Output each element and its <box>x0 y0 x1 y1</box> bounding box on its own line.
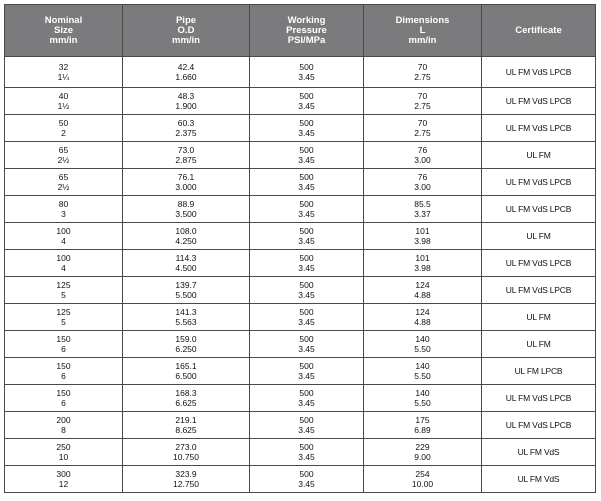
cell-working-pressure-line: 3.45 <box>298 344 315 354</box>
table-row <box>5 88 596 115</box>
table-row <box>5 142 596 169</box>
cell-working-pressure-line: 3.45 <box>298 72 315 82</box>
cell-dimension-l-line: 254 <box>415 469 430 479</box>
cell-pipe-od-line: 165.1 <box>175 361 197 371</box>
cell-dimension-l-line: 70 <box>417 62 428 72</box>
cell-working-pressure <box>250 57 364 88</box>
cell-dimension-l-line: 3.00 <box>414 155 431 165</box>
cell-working-pressure-line: 3.45 <box>298 425 315 435</box>
cell-pipe-od-line: 3.500 <box>175 209 197 219</box>
cell-working-pressure <box>250 142 364 169</box>
cell-working-pressure <box>250 358 364 385</box>
cell-working-pressure-line: 3.45 <box>298 398 315 408</box>
header-line: Dimensions <box>395 14 450 26</box>
cell-nominal-size <box>5 88 123 115</box>
cell-pipe-od-line: 139.7 <box>175 280 197 290</box>
cell-pipe-od-line: 1.660 <box>175 72 197 82</box>
cell-working-pressure-line: 500 <box>299 388 314 398</box>
cell-dimension-l <box>364 439 482 466</box>
table-row <box>5 331 596 358</box>
cell-working-pressure-line: 500 <box>299 62 314 72</box>
cell-working-pressure-line: 500 <box>299 253 314 263</box>
cell-dimension-l <box>364 169 482 196</box>
table-row <box>5 385 596 412</box>
cell-working-pressure-line: 500 <box>299 145 314 155</box>
cell-certificate: UL FM VdS LPCB <box>482 412 596 439</box>
cell-pipe-od <box>123 385 250 412</box>
cell-nominal-size-line: 50 <box>58 118 69 128</box>
cell-dimension-l <box>364 142 482 169</box>
header-row <box>5 5 596 57</box>
cell-dimension-l-line: 5.50 <box>414 398 431 408</box>
table-row <box>5 412 596 439</box>
cell-nominal-size-line: 8 <box>61 425 66 435</box>
cell-pipe-od-line: 114.3 <box>175 253 197 263</box>
cell-working-pressure <box>250 304 364 331</box>
cell-nominal-size <box>5 385 123 412</box>
header-line: mm/in <box>49 34 78 46</box>
cell-certificate: UL FM VdS <box>482 439 596 466</box>
cell-dimension-l-line: 175 <box>415 415 430 425</box>
cell-dimension-l-line: 4.88 <box>414 290 431 300</box>
cell-dimension-l-line: 2.75 <box>414 128 431 138</box>
cell-dimension-l-line: 3.37 <box>414 209 431 219</box>
cell-working-pressure <box>250 331 364 358</box>
cell-certificate: UL FM VdS LPCB <box>482 277 596 304</box>
cell-dimension-l <box>364 304 482 331</box>
cell-dimension-l-line: 3.98 <box>414 236 431 246</box>
table-row <box>5 169 596 196</box>
cell-pipe-od-line: 12.750 <box>173 479 199 489</box>
cell-nominal-size-line: 125 <box>56 280 71 290</box>
cell-dimension-l-line: 3.98 <box>414 263 431 273</box>
cell-dimension-l-line: 4.88 <box>414 317 431 327</box>
cell-nominal-size <box>5 304 123 331</box>
table-header <box>5 5 596 57</box>
cell-working-pressure-line: 3.45 <box>298 155 315 165</box>
cell-working-pressure <box>250 223 364 250</box>
header-line: PSI/MPa <box>287 34 326 46</box>
cell-pipe-od-line: 48.3 <box>177 91 195 101</box>
cell-dimension-l-line: 76 <box>417 172 428 182</box>
cell-pipe-od-line: 10.750 <box>173 452 199 462</box>
cell-dimension-l-line: 101 <box>415 253 430 263</box>
cell-working-pressure-line: 500 <box>299 442 314 452</box>
cell-dimension-l <box>364 358 482 385</box>
header-nominal-size <box>5 5 123 57</box>
cell-working-pressure-line: 500 <box>299 226 314 236</box>
cell-working-pressure-line: 3.45 <box>298 317 315 327</box>
cell-working-pressure-line: 3.45 <box>298 209 315 219</box>
cell-pipe-od-line: 2.875 <box>175 155 197 165</box>
cell-certificate: UL FM VdS LPCB <box>482 169 596 196</box>
cell-nominal-size-line: 1¼ <box>57 72 70 82</box>
table-row <box>5 466 596 493</box>
cell-working-pressure <box>250 88 364 115</box>
cell-working-pressure-line: 3.45 <box>298 263 315 273</box>
table-row <box>5 304 596 331</box>
cell-pipe-od-line: 323.9 <box>175 469 197 479</box>
cell-pipe-od-line: 6.250 <box>175 344 197 354</box>
cell-dimension-l-line: 2.75 <box>414 101 431 111</box>
cell-pipe-od-line: 6.625 <box>175 398 197 408</box>
cell-certificate: UL FM <box>482 223 596 250</box>
header-dimensions <box>364 5 482 57</box>
cell-dimension-l-line: 140 <box>415 361 430 371</box>
cell-pipe-od <box>123 115 250 142</box>
cell-nominal-size-line: 150 <box>56 388 71 398</box>
cell-pipe-od <box>123 57 250 88</box>
cell-pipe-od-line: 3.000 <box>175 182 197 192</box>
cell-dimension-l <box>364 412 482 439</box>
cell-nominal-size-line: 12 <box>58 479 69 489</box>
cell-dimension-l-line: 6.89 <box>414 425 431 435</box>
cell-working-pressure-line: 500 <box>299 199 314 209</box>
cell-working-pressure <box>250 196 364 223</box>
cell-pipe-od-line: 6.500 <box>175 371 197 381</box>
header-line: O.D <box>177 24 195 36</box>
cell-nominal-size-line: 150 <box>56 334 71 344</box>
table-row <box>5 250 596 277</box>
cell-certificate: UL FM <box>482 331 596 358</box>
cell-pipe-od-line: 159.0 <box>175 334 197 344</box>
cell-pipe-od-line: 141.3 <box>175 307 197 317</box>
cell-dimension-l-line: 140 <box>415 388 430 398</box>
cell-certificate: UL FM LPCB <box>482 358 596 385</box>
cell-nominal-size-line: 125 <box>56 307 71 317</box>
header-line: Nominal <box>44 14 83 26</box>
cell-working-pressure-line: 3.45 <box>298 479 315 489</box>
cell-nominal-size-line: 65 <box>58 172 69 182</box>
cell-working-pressure-line: 3.45 <box>298 236 315 246</box>
cell-dimension-l-line: 9.00 <box>414 452 431 462</box>
cell-pipe-od-line: 8.625 <box>175 425 197 435</box>
cell-nominal-size-line: 300 <box>56 469 71 479</box>
cell-working-pressure-line: 500 <box>299 307 314 317</box>
cell-nominal-size <box>5 277 123 304</box>
cell-pipe-od <box>123 358 250 385</box>
cell-working-pressure <box>250 385 364 412</box>
cell-certificate: UL FM VdS LPCB <box>482 115 596 142</box>
cell-nominal-size <box>5 358 123 385</box>
table-row <box>5 57 596 88</box>
cell-dimension-l-line: 5.50 <box>414 371 431 381</box>
cell-nominal-size-line: 5 <box>61 290 66 300</box>
cell-nominal-size <box>5 412 123 439</box>
cell-pipe-od-line: 1.900 <box>175 101 197 111</box>
cell-nominal-size-line: 5 <box>61 317 66 327</box>
cell-nominal-size-line: 80 <box>58 199 69 209</box>
cell-nominal-size <box>5 142 123 169</box>
table-row <box>5 196 596 223</box>
cell-pipe-od-line: 88.9 <box>177 199 195 209</box>
header-line: L <box>419 24 426 36</box>
cell-pipe-od <box>123 331 250 358</box>
header-line: Pressure <box>286 24 327 36</box>
cell-dimension-l <box>364 115 482 142</box>
table-row <box>5 277 596 304</box>
header-line: mm/in <box>172 34 200 46</box>
header-working-pressure <box>250 5 364 57</box>
cell-dimension-l <box>364 385 482 412</box>
cell-working-pressure-line: 3.45 <box>298 128 315 138</box>
table-row <box>5 439 596 466</box>
cell-nominal-size-line: 6 <box>61 371 66 381</box>
cell-pipe-od <box>123 304 250 331</box>
cell-dimension-l-line: 3.00 <box>414 182 431 192</box>
cell-nominal-size-line: 150 <box>56 361 71 371</box>
cell-certificate: UL FM <box>482 304 596 331</box>
cell-nominal-size <box>5 250 123 277</box>
cell-dimension-l <box>364 277 482 304</box>
cell-nominal-size-line: 40 <box>58 91 69 101</box>
table-row <box>5 115 596 142</box>
cell-dimension-l-line: 76 <box>417 145 428 155</box>
cell-nominal-size-line: 4 <box>61 236 66 246</box>
cell-pipe-od-line: 76.1 <box>177 172 195 182</box>
cell-dimension-l-line: 2.75 <box>414 72 431 82</box>
cell-working-pressure-line: 3.45 <box>298 371 315 381</box>
cell-dimension-l-line: 70 <box>417 91 428 101</box>
cell-certificate: UL FM VdS LPCB <box>482 196 596 223</box>
cell-working-pressure-line: 3.45 <box>298 182 315 192</box>
cell-pipe-od-line: 273.0 <box>175 442 197 452</box>
cell-dimension-l <box>364 466 482 493</box>
header-line: Working <box>287 14 326 26</box>
cell-nominal-size <box>5 57 123 88</box>
cell-pipe-od <box>123 223 250 250</box>
cell-working-pressure-line: 500 <box>299 361 314 371</box>
cell-pipe-od <box>123 196 250 223</box>
cell-nominal-size-line: 2½ <box>57 155 70 165</box>
table-row <box>5 223 596 250</box>
cell-dimension-l-line: 5.50 <box>414 344 431 354</box>
cell-pipe-od <box>123 277 250 304</box>
header-certificate <box>482 5 596 57</box>
cell-certificate: UL FM VdS LPCB <box>482 250 596 277</box>
cell-dimension-l <box>364 223 482 250</box>
cell-nominal-size-line: 65 <box>58 145 69 155</box>
cell-dimension-l-line: 10.00 <box>411 479 434 489</box>
cell-working-pressure <box>250 466 364 493</box>
cell-working-pressure <box>250 439 364 466</box>
cell-dimension-l-line: 124 <box>415 280 430 290</box>
cell-nominal-size-line: 250 <box>56 442 71 452</box>
cell-pipe-od-line: 219.1 <box>175 415 197 425</box>
cell-dimension-l-line: 85.5 <box>414 199 431 209</box>
cell-certificate: UL FM VdS LPCB <box>482 57 596 88</box>
cell-pipe-od-line: 42.4 <box>177 62 195 72</box>
cell-pipe-od-line: 2.375 <box>175 128 197 138</box>
cell-pipe-od-line: 5.563 <box>175 317 197 327</box>
cell-dimension-l-line: 229 <box>415 442 430 452</box>
cell-certificate: UL FM VdS <box>482 466 596 493</box>
cell-nominal-size <box>5 169 123 196</box>
cell-pipe-od-line: 108.0 <box>175 226 197 236</box>
cell-working-pressure-line: 500 <box>299 91 314 101</box>
cell-nominal-size-line: 6 <box>61 398 66 408</box>
cell-dimension-l-line: 140 <box>415 334 430 344</box>
table-body <box>5 57 596 493</box>
cell-working-pressure-line: 500 <box>299 469 314 479</box>
cell-nominal-size-line: 4 <box>61 263 66 273</box>
cell-nominal-size-line: 1½ <box>57 101 70 111</box>
cell-dimension-l <box>364 331 482 358</box>
cell-nominal-size <box>5 439 123 466</box>
cell-nominal-size-line: 10 <box>58 452 69 462</box>
cell-pipe-od-line: 168.3 <box>175 388 197 398</box>
cell-certificate: UL FM VdS LPCB <box>482 385 596 412</box>
cell-working-pressure <box>250 169 364 196</box>
cell-pipe-od-line: 73.0 <box>177 145 195 155</box>
cell-nominal-size <box>5 115 123 142</box>
cell-nominal-size <box>5 466 123 493</box>
cell-working-pressure-line: 3.45 <box>298 101 315 111</box>
table-row <box>5 358 596 385</box>
cell-working-pressure-line: 500 <box>299 118 314 128</box>
cell-nominal-size-line: 2 <box>61 128 66 138</box>
cell-pipe-od <box>123 169 250 196</box>
cell-pipe-od <box>123 466 250 493</box>
cell-working-pressure-line: 500 <box>299 334 314 344</box>
cell-pipe-od <box>123 439 250 466</box>
cell-working-pressure <box>250 115 364 142</box>
header-pipe-od <box>123 5 250 57</box>
cell-certificate: UL FM <box>482 142 596 169</box>
cell-nominal-size-line: 2½ <box>57 182 70 192</box>
header-line: mm/in <box>408 34 437 46</box>
cell-pipe-od <box>123 250 250 277</box>
cell-nominal-size-line: 100 <box>56 226 71 236</box>
cell-nominal-size-line: 32 <box>58 62 69 72</box>
header-line: Size <box>53 24 73 36</box>
cell-nominal-size <box>5 196 123 223</box>
cell-dimension-l-line: 70 <box>417 118 428 128</box>
header-line: Certificate <box>515 24 562 36</box>
cell-pipe-od-line: 4.500 <box>175 263 197 273</box>
cell-nominal-size <box>5 223 123 250</box>
cell-pipe-od <box>123 142 250 169</box>
cell-working-pressure-line: 3.45 <box>298 452 315 462</box>
spec-table-container <box>4 4 596 493</box>
cell-dimension-l <box>364 57 482 88</box>
cell-working-pressure-line: 3.45 <box>298 290 315 300</box>
cell-certificate: UL FM VdS LPCB <box>482 88 596 115</box>
cell-nominal-size-line: 6 <box>61 344 66 354</box>
cell-working-pressure <box>250 277 364 304</box>
cell-pipe-od-line: 4.250 <box>175 236 197 246</box>
cell-dimension-l <box>364 88 482 115</box>
cell-working-pressure-line: 500 <box>299 280 314 290</box>
cell-nominal-size-line: 3 <box>61 209 66 219</box>
cell-pipe-od-line: 5.500 <box>175 290 197 300</box>
cell-dimension-l <box>364 196 482 223</box>
cell-dimension-l-line: 101 <box>415 226 430 236</box>
cell-working-pressure-line: 500 <box>299 415 314 425</box>
cell-working-pressure-line: 500 <box>299 172 314 182</box>
header-line: Pipe <box>175 14 197 26</box>
cell-dimension-l <box>364 250 482 277</box>
cell-pipe-od <box>123 412 250 439</box>
cell-nominal-size <box>5 331 123 358</box>
cell-nominal-size-line: 100 <box>56 253 71 263</box>
cell-dimension-l-line: 124 <box>415 307 430 317</box>
cell-working-pressure <box>250 250 364 277</box>
spec-table <box>4 4 596 493</box>
cell-pipe-od-line: 60.3 <box>177 118 195 128</box>
cell-pipe-od <box>123 88 250 115</box>
cell-working-pressure <box>250 412 364 439</box>
cell-nominal-size-line: 200 <box>56 415 71 425</box>
